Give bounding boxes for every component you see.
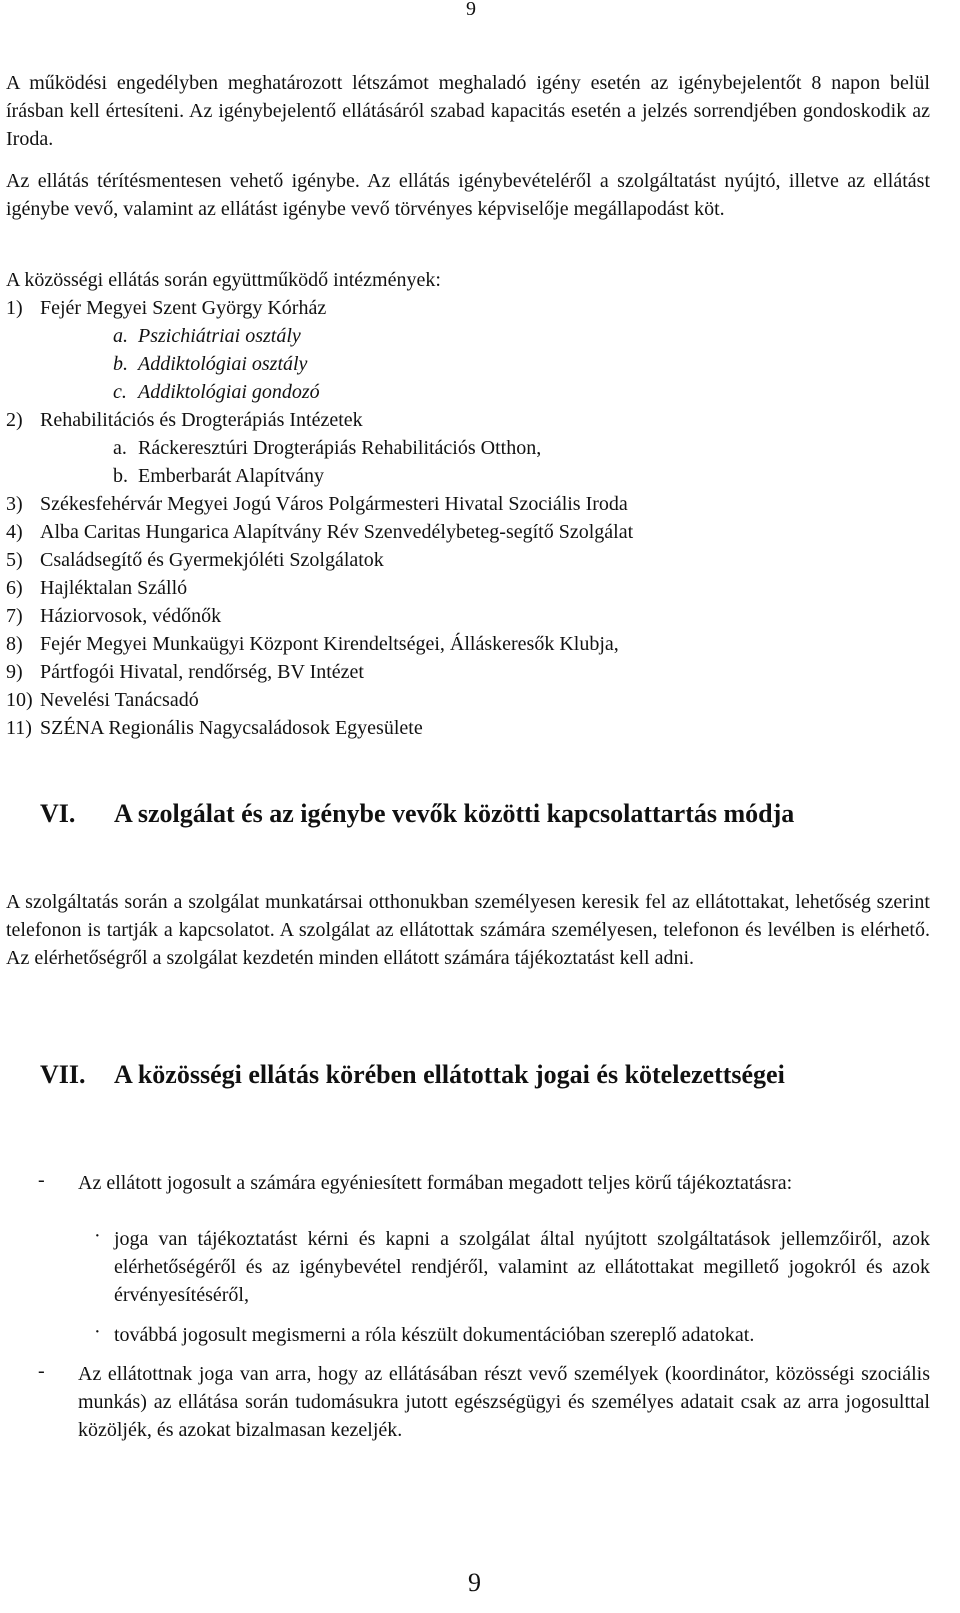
section-6-title: A szolgálat és az igénybe vevők közötti kapcsolattartás módja (114, 799, 795, 828)
dash-bullet: - (38, 1360, 45, 1382)
page-number-bottom: 9 (468, 1568, 481, 1597)
list-item-num: 9) (6, 661, 23, 683)
sub-item: Addiktológiai osztály (138, 353, 308, 375)
sub-item: Emberbarát Alapítvány (138, 465, 325, 487)
list-item-num: 11) (6, 717, 32, 739)
section-6-number: VI. (40, 799, 76, 828)
list-item: Alba Caritas Hungarica Alapítvány Rév Szenvedélybeteg-segítő Szolgálat (40, 521, 634, 543)
list-item-num: 6) (6, 577, 23, 599)
list-item: SZÉNA Regionális Nagycsaládosok Egyesülete (40, 717, 423, 739)
rights-subitem-request-info: joga van tájékoztatást kérni és kapni a szolgálat által nyújtott szolgáltatások jellemzőiről, azok elérhetőségéről és az igénybevétel rendjéről, valamint az ellátottakat megillető jogokról és azok érvényesítéséről, (114, 1228, 930, 1306)
list-item: Székesfehérvár Megyei Jogú Város Polgármesteri Hivatal Szociális Iroda (40, 493, 628, 515)
list-item-num: 4) (6, 521, 23, 543)
list-item: Fejér Megyei Szent György Kórház (40, 297, 327, 319)
list-item-num: 1) (6, 297, 23, 319)
sub-item: Pszichiátriai osztály (138, 325, 301, 347)
dot-bullet: · (94, 1225, 101, 1247)
rights-item-information: Az ellátott jogosult a számára egyéniesített formában megadott teljes körű tájékoztatásra: (78, 1172, 793, 1194)
paragraph-capacity: A működési engedélyben meghatározott létszámot meghaladó igény esetén az igénybejelentőt 8 napon belül írásban kell értesíteni. Az igénybejelentő ellátásáról szabad kapacitás esetén a jelzés sorrendjében gondoskodik az Iroda. (6, 72, 930, 150)
list-item: Családsegítő és Gyermekjóléti Szolgálatok (40, 549, 384, 571)
sub-item: Ráckeresztúri Drogterápiás Rehabilitációs Otthon, (138, 437, 542, 459)
institutions-intro: A közösségi ellátás során együttműködő intézmények: (6, 269, 441, 291)
section-7-title: A közösségi ellátás körében ellátottak jogai és kötelezettségei (114, 1060, 785, 1089)
list-item-num: 3) (6, 493, 23, 515)
section-6-body: A szolgáltatás során a szolgálat munkatársai otthonukban személyesen keresik fel az ellátottakat, lehetőség szerint telefonon is tartják a kapcsolatot. A szolgálat az ellátottak számára személyesen, telefonon és levélben is elérhető. Az elérhetőségről a szolgálat kezdetén minden ellátott számára tájékoztatást kell adni. (6, 891, 930, 969)
list-item-num: 10) (6, 689, 33, 711)
page-number-top: 9 (466, 0, 476, 20)
sub-item-num: b. (113, 353, 128, 375)
list-item-num: 2) (6, 409, 23, 431)
dash-bullet: - (38, 1169, 45, 1191)
sub-item: Addiktológiai gondozó (138, 381, 320, 403)
list-item: Hajléktalan Szálló (40, 577, 188, 599)
sub-item-num: c. (113, 381, 127, 403)
list-item-num: 5) (6, 549, 23, 571)
list-item: Pártfogói Hivatal, rendőrség, BV Intézet (40, 661, 364, 683)
list-item: Háziorvosok, védőnők (40, 605, 222, 627)
dot-bullet: · (94, 1321, 101, 1343)
list-item: Fejér Megyei Munkaügyi Központ Kirendeltségei, Álláskeresők Klubja, (40, 633, 619, 655)
rights-item-data-privacy: Az ellátottnak joga van arra, hogy az ellátásában részt vevő személyek (koordinátor, közösségi szociális munkás) az ellátása során tudomásukra jutott egészségügyi és személyes adatait csak az arra jogosulttal közöljék, és azokat bizalmasan kezeljék. (78, 1363, 930, 1441)
list-item-num: 7) (6, 605, 23, 627)
list-item-num: 8) (6, 633, 23, 655)
sub-item-num: b. (113, 465, 128, 487)
paragraph-free-service: Az ellátás térítésmentesen vehető igénybe. Az ellátás igénybevételéről a szolgáltatást nyújtó, illetve az ellátást igénybe vevő, valamint az ellátást igénybe vevő törvényes képviselője megállapodást köt. (6, 170, 930, 220)
list-item: Rehabilitációs és Drogterápiás Intézetek (40, 409, 363, 431)
rights-subitem-documentation: továbbá jogosult megismerni a róla készült dokumentációban szereplő adatokat. (114, 1324, 755, 1346)
section-7-number: VII. (40, 1060, 86, 1089)
list-item: Nevelési Tanácsadó (40, 689, 199, 711)
sub-item-num: a. (113, 325, 128, 347)
sub-item-num: a. (113, 437, 127, 459)
